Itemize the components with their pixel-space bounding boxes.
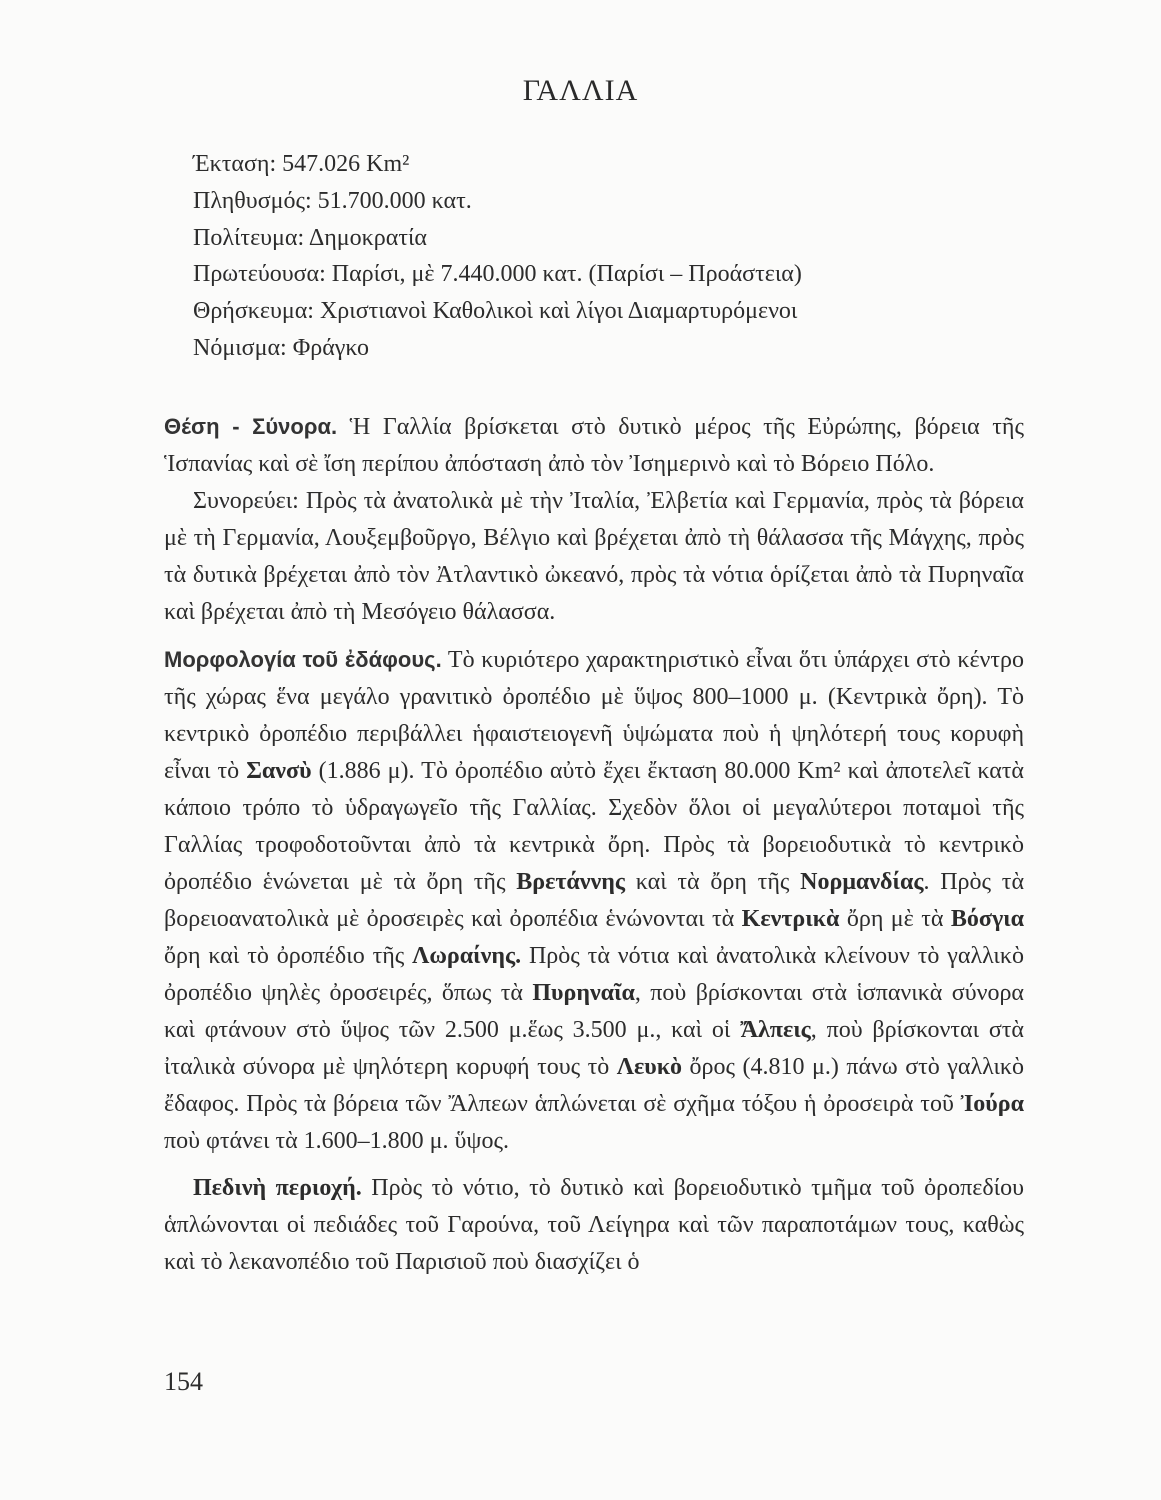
heading-position: Θέση - Σύνορα. — [164, 414, 338, 439]
text-morph-4: . Πρὸς τὰ βορειοανατολικὰ μὲ ὀροσειρὲς καὶ ὀροπέδια ἑνώνονται τὰ — [164, 869, 1025, 932]
term-bretagne: Βρετάννης — [516, 869, 625, 895]
text-morph-1: Τὸ κυριότερο χαρακτηριστικὸ εἶναι ὅτι ὑπάρχει στὸ κέντρο τῆς χώρας ἕνα μεγάλο γρανιτικὸ ὀροπέδιο μὲ ὕψος 800–1000 μ. (Κεντρικὰ ὄρη). Τὸ κεντρικὸ ὀροπέδιο περιβάλλει ἡφαιστειογενῆ ὑψώματα ποὺ ἡ ψηλότερή τους κορυφὴ εἶναι τὸ — [164, 647, 1024, 784]
fact-government: Πολίτευμα: Δημοκρατία — [193, 224, 427, 251]
term-central: Κεντρικὰ — [741, 906, 840, 932]
text-morph-7: Πρὸς τὰ νότια καὶ ἀνατολικὰ κλείνουν τὸ γαλλικὸ ὀροπέδιο ψηλὲς ὀροσειρές, ὅπως τὰ — [164, 943, 1024, 1006]
text-plain: Πρὸς τὸ νότιο, τὸ δυτικὸ καὶ βορειοδυτικὸ τμῆμα τοῦ ὀροπεδίου ἁπλώνονται οἱ πεδιάδες τοῦ Γαρούνα, τοῦ Λείγηρα καὶ τῶν παραποτάμων τους, καθὼς καὶ τὸ λεκανοπέδιο τοῦ Παρισιοῦ ποὺ διασχίζει ὁ — [164, 1175, 1024, 1275]
facts-list — [193, 146, 802, 367]
term-normandy: Νορμανδίας — [800, 869, 924, 895]
text-morph-2: (1.886 μ). Τὸ ὀροπέδιο αὐτὸ ἔχει ἔκταση 80.000 Km² καὶ ἀποτελεῖ κατὰ κάποιο τρόπο τὸ ὑδραγωγεῖο τῆς Γαλλίας. Σχεδὸν ὅλοι οἱ μεγαλύτεροι ποταμοὶ τῆς Γαλλίας τροφοδοτοῦνται ἀπὸ τὰ κεντρικὰ ὄρη. Πρὸς τὰ βορειοδυτικὰ τὸ κεντρικὸ ὀροπέδιο ἑνώνεται μὲ τὰ ὄρη τῆς — [164, 758, 1024, 895]
term-lorraine: Λωραίνης. — [412, 943, 522, 969]
text-position: Ἡ Γαλλία βρίσκεται στὸ δυτικὸ μέρος τῆς Εὐρώπης, βόρεια τῆς Ἱσπανίας καὶ σὲ ἴση περίπου ἀπόσταση ἀπὸ τὸν Ἰσημερινὸ καὶ τὸ Βόρειο Πόλο. — [164, 414, 1024, 477]
fact-capital: Πρωτεύουσα: Παρίσι, μὲ 7.440.000 κατ. (Παρίσι – Προάστεια) — [193, 261, 802, 288]
text-morph-3: καὶ τὰ ὄρη τῆς — [624, 869, 801, 895]
article-body — [164, 408, 1024, 1281]
fact-currency: Νόμισμα: Φράγκο — [193, 334, 369, 361]
term-vosges: Βόσγια — [950, 906, 1024, 932]
term-blanc: Λευκὸ — [616, 1054, 683, 1080]
paragraph-position — [164, 408, 1024, 483]
text-morph-8: , ποὺ βρίσκονται στὰ ἱσπανικὰ σύνορα καὶ φτάνουν στὸ ὕψος τῶν 2.500 μ.ἕως 3.500 μ., καὶ οἱ — [164, 980, 1024, 1043]
text-borders: Συνορεύει: Πρὸς τὰ ἀνατολικὰ μὲ τὴν Ἰταλία, Ἐλβετία καὶ Γερμανία, πρὸς τὰ βόρεια μὲ τὴ Γερμανία, Λουξεμβοῦργο, Βέλγιο καὶ βρέχεται ἀπὸ τὴ θάλασσα τῆς Μάγχης, πρὸς τὰ δυτικὰ βρέχεται ἀπὸ τὸν Ἀτλαντικὸ ὠκεανό, πρὸς τὰ νότια ὁρίζεται ἀπὸ τὰ Πυρηναῖα καὶ βρέχεται ἀπὸ τὴ Μεσόγειο θάλασσα. — [164, 488, 1024, 625]
fact-area: Έκταση: 547.026 Km² — [193, 151, 410, 177]
term-sansy: Σανσὺ — [246, 758, 312, 784]
text-morph-9: , ποὺ βρίσκονται στὰ ἰταλικὰ σύνορα μὲ ψηλότερη κορυφή τους τὸ — [164, 1017, 1024, 1080]
term-pyrenees: Πυρηναῖα — [532, 980, 635, 1006]
text-morph-11: ποὺ φτάνει τὰ 1.600–1.800 μ. ὕψος. — [164, 1128, 509, 1154]
heading-plain: Πεδινὴ περιοχή. — [193, 1175, 362, 1201]
term-alps: Ἄλπεις — [740, 1017, 811, 1043]
text-morph-10: ὄρος (4.810 μ.) πάνω στὸ γαλλικὸ ἔδαφος. Πρὸς τὰ βόρεια τῶν Ἄλπεων ἁπλώνεται σὲ σχῆμα τόξου ἡ ὀροσειρὰ τοῦ — [164, 1054, 1024, 1117]
heading-morphology: Μορφολογία τοῦ ἐδάφους. — [164, 647, 442, 672]
page-title: ΓΑΛΛΙΑ — [522, 74, 639, 107]
text-morph-6: ὄρη καὶ τὸ ὀροπέδιο τῆς — [164, 943, 413, 969]
paragraph-borders — [164, 483, 1024, 631]
paragraph-morphology — [164, 641, 1024, 1160]
paragraph-plain — [164, 1170, 1024, 1281]
fact-religion: Θρήσκευμα: Χριστιανοὶ Καθολικοὶ καὶ λίγοι Διαμαρτυρόμενοι — [193, 298, 798, 325]
text-morph-5: ὄρη μὲ τὰ — [839, 906, 951, 932]
page-number: 154 — [164, 1367, 203, 1396]
term-jura: Ἰούρα — [960, 1091, 1024, 1117]
fact-population: Πληθυσμός: 51.700.000 κατ. — [193, 187, 472, 214]
